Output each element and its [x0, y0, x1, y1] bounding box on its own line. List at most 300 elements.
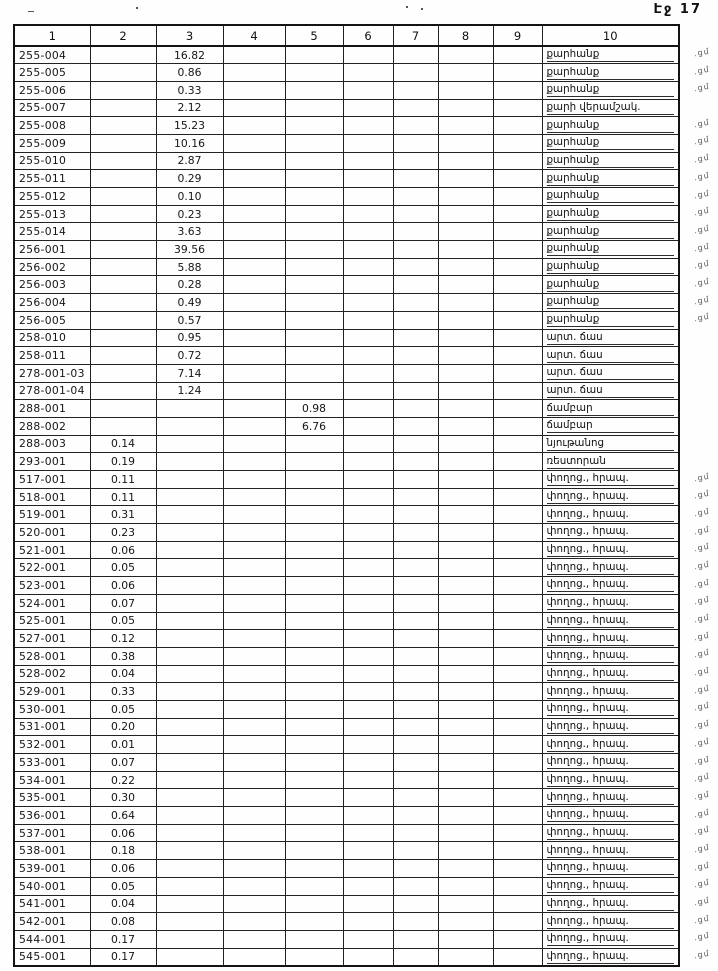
cell-col3-value: [156, 877, 223, 895]
margin-note: .ցմ: [693, 152, 711, 165]
cell-col9: [493, 134, 542, 152]
cell-col8: [438, 223, 493, 241]
cell-col3-value: [156, 754, 223, 772]
cell-col6: [343, 594, 393, 612]
table-row: [14, 134, 679, 152]
table-row: [14, 930, 679, 948]
cell-col7: [393, 647, 438, 665]
margin-note: .ցմ: [693, 789, 711, 802]
cell-col9: [493, 400, 542, 418]
cell-col4: [223, 99, 285, 117]
column-header: 9: [493, 25, 542, 46]
scan-artifact: [421, 8, 423, 10]
table-row: [14, 294, 679, 312]
table-row: [14, 630, 679, 648]
cell-parcel-code: 255-013: [14, 205, 90, 223]
cell-land-use: քարհանք: [542, 276, 679, 294]
cell-col2-value: 0.07: [90, 594, 156, 612]
cell-col5-value: [285, 435, 343, 453]
cell-col9: [493, 46, 542, 64]
cell-col7: [393, 577, 438, 595]
cell-col4: [223, 718, 285, 736]
cell-col9: [493, 311, 542, 329]
cell-parcel-code: 517-001: [14, 471, 90, 489]
cell-land-use: փողոց., հրապ.: [542, 524, 679, 542]
cell-col9: [493, 241, 542, 259]
cell-col5-value: [285, 188, 343, 206]
cell-col8: [438, 860, 493, 878]
cell-col5-value: [285, 117, 343, 135]
cell-col5-value: [285, 577, 343, 595]
cell-parcel-code: 293-001: [14, 453, 90, 471]
cell-col4: [223, 824, 285, 842]
cell-land-use: փողոց., հրապ.: [542, 700, 679, 718]
cell-col7: [393, 453, 438, 471]
cell-col4: [223, 948, 285, 966]
margin-note: .ցմ: [693, 895, 711, 908]
margin-note: .ցմ: [693, 700, 711, 713]
cell-land-use: քարհանք: [542, 223, 679, 241]
margin-note: .ցմ: [693, 241, 711, 254]
cell-col3-value: 39.56: [156, 241, 223, 259]
page-number: Էջ 17: [653, 2, 702, 17]
cell-land-use: արտ. ճաս: [542, 329, 679, 347]
cell-col5-value: [285, 789, 343, 807]
cell-col2-value: 0.04: [90, 895, 156, 913]
cell-col6: [343, 930, 393, 948]
cell-col9: [493, 117, 542, 135]
cell-col2-value: 0.11: [90, 488, 156, 506]
cell-col4: [223, 488, 285, 506]
cell-col7: [393, 188, 438, 206]
cell-col8: [438, 877, 493, 895]
cell-col9: [493, 453, 542, 471]
cell-parcel-code: 540-001: [14, 877, 90, 895]
cell-col6: [343, 64, 393, 82]
cell-col2-value: [90, 276, 156, 294]
cell-col4: [223, 612, 285, 630]
cell-col8: [438, 241, 493, 259]
table-row: [14, 577, 679, 595]
cell-parcel-code: 255-008: [14, 117, 90, 135]
cell-parcel-code: 523-001: [14, 577, 90, 595]
cell-col4: [223, 117, 285, 135]
cell-col8: [438, 683, 493, 701]
table-row: [14, 329, 679, 347]
cell-col3-value: [156, 736, 223, 754]
cell-col7: [393, 842, 438, 860]
table-row: [14, 64, 679, 82]
cell-col7: [393, 860, 438, 878]
cell-col9: [493, 417, 542, 435]
table-row: [14, 807, 679, 825]
cell-col7: [393, 205, 438, 223]
cell-col7: [393, 81, 438, 99]
cell-col3-value: [156, 700, 223, 718]
margin-note: .ցմ: [693, 506, 711, 519]
cell-land-use: փողոց., հրապ.: [542, 736, 679, 754]
cell-land-use: փողոց., հրապ.: [542, 948, 679, 966]
margin-note: .ցմ: [693, 754, 711, 767]
cell-col4: [223, 223, 285, 241]
table-row: [14, 435, 679, 453]
cell-col2-value: [90, 417, 156, 435]
cell-land-use: փողոց., հրապ.: [542, 559, 679, 577]
cell-land-use: փողոց., հրապ.: [542, 594, 679, 612]
cell-col5-value: [285, 170, 343, 188]
cell-col6: [343, 99, 393, 117]
cell-col4: [223, 435, 285, 453]
cell-col7: [393, 948, 438, 966]
cell-col4: [223, 913, 285, 931]
cell-col8: [438, 364, 493, 382]
cell-col9: [493, 382, 542, 400]
cell-col8: [438, 824, 493, 842]
cell-col5-value: [285, 46, 343, 64]
cell-col7: [393, 877, 438, 895]
cell-land-use: քարհանք: [542, 311, 679, 329]
cell-col5-value: [285, 205, 343, 223]
cell-col8: [438, 736, 493, 754]
cell-col5-value: [285, 700, 343, 718]
cell-col3-value: [156, 913, 223, 931]
cell-col3-value: 0.28: [156, 276, 223, 294]
cell-col9: [493, 860, 542, 878]
cell-col5-value: [285, 842, 343, 860]
cell-col8: [438, 930, 493, 948]
cell-col8: [438, 276, 493, 294]
cell-col3-value: [156, 559, 223, 577]
cell-col6: [343, 188, 393, 206]
cell-land-use: փողոց., հրապ.: [542, 930, 679, 948]
cell-col9: [493, 612, 542, 630]
cell-col6: [343, 453, 393, 471]
cell-col7: [393, 64, 438, 82]
cell-col4: [223, 46, 285, 64]
cell-col3-value: 2.12: [156, 99, 223, 117]
cell-parcel-code: 544-001: [14, 930, 90, 948]
cell-col3-value: [156, 630, 223, 648]
cell-col8: [438, 506, 493, 524]
cell-col6: [343, 948, 393, 966]
column-header: 6: [343, 25, 393, 46]
cell-parcel-code: 528-001: [14, 647, 90, 665]
cell-col8: [438, 134, 493, 152]
cell-col9: [493, 683, 542, 701]
cell-land-use: ճամբար: [542, 417, 679, 435]
cell-col5-value: [285, 347, 343, 365]
margin-note: .ցմ: [693, 276, 711, 289]
margin-note: .ցմ: [693, 64, 711, 77]
cell-parcel-code: 541-001: [14, 895, 90, 913]
cell-col2-value: 0.07: [90, 754, 156, 772]
cell-land-use: փողոց., հրապ.: [542, 860, 679, 878]
cell-col8: [438, 453, 493, 471]
cell-col6: [343, 736, 393, 754]
table-row: [14, 754, 679, 772]
cell-col8: [438, 577, 493, 595]
cell-col9: [493, 223, 542, 241]
cell-col3-value: [156, 541, 223, 559]
cell-col7: [393, 170, 438, 188]
cell-col9: [493, 771, 542, 789]
cell-col4: [223, 170, 285, 188]
cell-parcel-code: 531-001: [14, 718, 90, 736]
cell-land-use: փողոց., հրապ.: [542, 577, 679, 595]
cell-col3-value: [156, 612, 223, 630]
cell-col7: [393, 718, 438, 736]
cell-col2-value: 0.38: [90, 647, 156, 665]
table-row: [14, 276, 679, 294]
cell-col9: [493, 630, 542, 648]
cell-col9: [493, 488, 542, 506]
cell-col5-value: 6.76: [285, 417, 343, 435]
cell-col8: [438, 700, 493, 718]
cell-col2-value: [90, 99, 156, 117]
cell-parcel-code: 530-001: [14, 700, 90, 718]
cell-col6: [343, 630, 393, 648]
cell-col8: [438, 488, 493, 506]
cell-land-use: ճամբար: [542, 400, 679, 418]
cell-col6: [343, 46, 393, 64]
cell-col8: [438, 46, 493, 64]
cell-col9: [493, 913, 542, 931]
margin-note: .ցմ: [693, 612, 711, 625]
table-row: [14, 488, 679, 506]
table-row: [14, 117, 679, 135]
cell-land-use: փողոց., հրապ.: [542, 789, 679, 807]
table-row: [14, 913, 679, 931]
cell-col6: [343, 170, 393, 188]
margin-note: .ցմ: [693, 683, 711, 696]
cell-land-use: փողոց., հրապ.: [542, 630, 679, 648]
cell-col9: [493, 152, 542, 170]
cell-col7: [393, 506, 438, 524]
cell-land-use: փողոց., հրապ.: [542, 488, 679, 506]
cell-col6: [343, 506, 393, 524]
cell-col7: [393, 223, 438, 241]
cell-col7: [393, 541, 438, 559]
cell-col7: [393, 559, 438, 577]
column-header: 4: [223, 25, 285, 46]
cell-col4: [223, 188, 285, 206]
cell-col4: [223, 152, 285, 170]
cell-col9: [493, 700, 542, 718]
cell-col7: [393, 258, 438, 276]
cell-col4: [223, 700, 285, 718]
cell-col6: [343, 364, 393, 382]
cell-parcel-code: 256-001: [14, 241, 90, 259]
cell-col5-value: [285, 594, 343, 612]
cell-col4: [223, 665, 285, 683]
cell-land-use: փողոց., հրապ.: [542, 683, 679, 701]
cell-col8: [438, 329, 493, 347]
table-row: [14, 559, 679, 577]
cell-parcel-code: 288-003: [14, 435, 90, 453]
cell-col4: [223, 754, 285, 772]
cell-col7: [393, 417, 438, 435]
cell-col6: [343, 647, 393, 665]
cell-col3-value: 0.23: [156, 205, 223, 223]
cell-col2-value: [90, 46, 156, 64]
cell-col5-value: [285, 99, 343, 117]
column-header: 1: [14, 25, 90, 46]
cell-land-use: քարհանք: [542, 188, 679, 206]
cell-col9: [493, 541, 542, 559]
cell-col6: [343, 541, 393, 559]
cell-parcel-code: 255-009: [14, 134, 90, 152]
cell-col3-value: 0.10: [156, 188, 223, 206]
cell-col2-value: 0.05: [90, 700, 156, 718]
cell-col5-value: [285, 294, 343, 312]
cell-col3-value: 15.23: [156, 117, 223, 135]
cell-land-use: քարհանք: [542, 152, 679, 170]
cell-col9: [493, 524, 542, 542]
table-row: [14, 170, 679, 188]
cell-col5-value: 0.98: [285, 400, 343, 418]
margin-note: .ցմ: [693, 188, 711, 201]
cell-land-use: քարհանք: [542, 81, 679, 99]
cell-col2-value: 0.31: [90, 506, 156, 524]
cell-col3-value: 3.63: [156, 223, 223, 241]
cell-col2-value: 0.01: [90, 736, 156, 754]
cell-land-use: փողոց., հրապ.: [542, 807, 679, 825]
cell-col7: [393, 913, 438, 931]
cell-col3-value: 0.72: [156, 347, 223, 365]
cell-col4: [223, 807, 285, 825]
cell-col3-value: 0.33: [156, 81, 223, 99]
table-row: [14, 99, 679, 117]
cell-col5-value: [285, 630, 343, 648]
cell-col8: [438, 594, 493, 612]
margin-note: .ցմ: [693, 807, 711, 820]
cell-col5-value: [285, 488, 343, 506]
cell-col9: [493, 594, 542, 612]
cell-col5-value: [285, 612, 343, 630]
cell-col3-value: [156, 842, 223, 860]
cell-parcel-code: 255-004: [14, 46, 90, 64]
cell-parcel-code: 255-010: [14, 152, 90, 170]
table-row: [14, 647, 679, 665]
cell-col3-value: [156, 471, 223, 489]
cell-col4: [223, 134, 285, 152]
margin-note: .ցմ: [693, 223, 711, 236]
table-row: [14, 895, 679, 913]
cell-col9: [493, 895, 542, 913]
cell-col4: [223, 630, 285, 648]
margin-note: .ցմ: [693, 577, 711, 590]
cell-col5-value: [285, 913, 343, 931]
cell-col6: [343, 700, 393, 718]
cell-col6: [343, 771, 393, 789]
cell-col8: [438, 117, 493, 135]
cell-col8: [438, 152, 493, 170]
cell-col9: [493, 329, 542, 347]
margin-note: .ցմ: [693, 524, 711, 537]
cell-parcel-code: 522-001: [14, 559, 90, 577]
cell-col5-value: [285, 718, 343, 736]
table-row: [14, 948, 679, 966]
cell-col8: [438, 347, 493, 365]
cell-col7: [393, 134, 438, 152]
cell-col4: [223, 506, 285, 524]
cell-col6: [343, 258, 393, 276]
cell-col6: [343, 824, 393, 842]
margin-note: .ցմ: [693, 134, 711, 147]
cell-col6: [343, 488, 393, 506]
cell-col8: [438, 842, 493, 860]
cell-col2-value: [90, 64, 156, 82]
cell-col7: [393, 46, 438, 64]
cell-col3-value: 0.29: [156, 170, 223, 188]
table-row: [14, 860, 679, 878]
cell-col3-value: [156, 930, 223, 948]
cell-land-use: փողոց., հրապ.: [542, 824, 679, 842]
cell-col2-value: 0.18: [90, 842, 156, 860]
cell-col9: [493, 81, 542, 99]
cell-col2-value: [90, 400, 156, 418]
margin-note: .ցմ: [693, 771, 711, 784]
cell-col7: [393, 807, 438, 825]
cell-col3-value: [156, 860, 223, 878]
cell-parcel-code: 534-001: [14, 771, 90, 789]
scan-artifact: [136, 7, 138, 9]
cell-col4: [223, 895, 285, 913]
table-row: [14, 46, 679, 64]
margin-note: .ցմ: [693, 665, 711, 678]
table-header: [14, 25, 679, 46]
cell-col2-value: 0.06: [90, 541, 156, 559]
margin-note: .ցմ: [693, 913, 711, 926]
cell-col6: [343, 81, 393, 99]
cell-land-use: նյութանոց: [542, 435, 679, 453]
cell-col7: [393, 930, 438, 948]
cell-col3-value: [156, 524, 223, 542]
cell-col6: [343, 205, 393, 223]
cell-col6: [343, 329, 393, 347]
cell-land-use: քարհանք: [542, 64, 679, 82]
cell-col5-value: [285, 241, 343, 259]
cell-col9: [493, 807, 542, 825]
margin-note: .ցմ: [693, 736, 711, 749]
cell-col6: [343, 382, 393, 400]
table-row: [14, 471, 679, 489]
margin-note: .ցմ: [693, 594, 711, 607]
cell-land-use: փողոց., հրապ.: [542, 612, 679, 630]
cell-col8: [438, 64, 493, 82]
cell-col8: [438, 524, 493, 542]
table-row: [14, 771, 679, 789]
cell-col4: [223, 205, 285, 223]
cell-parcel-code: 256-003: [14, 276, 90, 294]
cell-land-use: փողոց., հրապ.: [542, 541, 679, 559]
cell-col4: [223, 294, 285, 312]
cell-land-use: արտ. ճաս: [542, 347, 679, 365]
cell-land-use: քարհանք: [542, 46, 679, 64]
cell-col4: [223, 683, 285, 701]
cell-col6: [343, 577, 393, 595]
cell-col2-value: 0.06: [90, 824, 156, 842]
cell-parcel-code: 255-011: [14, 170, 90, 188]
cell-col5-value: [285, 364, 343, 382]
cell-col8: [438, 188, 493, 206]
cell-land-use: քարհանք: [542, 205, 679, 223]
cell-col9: [493, 789, 542, 807]
cell-col4: [223, 647, 285, 665]
table-body: [14, 46, 679, 966]
table-row: [14, 400, 679, 418]
cell-col6: [343, 842, 393, 860]
